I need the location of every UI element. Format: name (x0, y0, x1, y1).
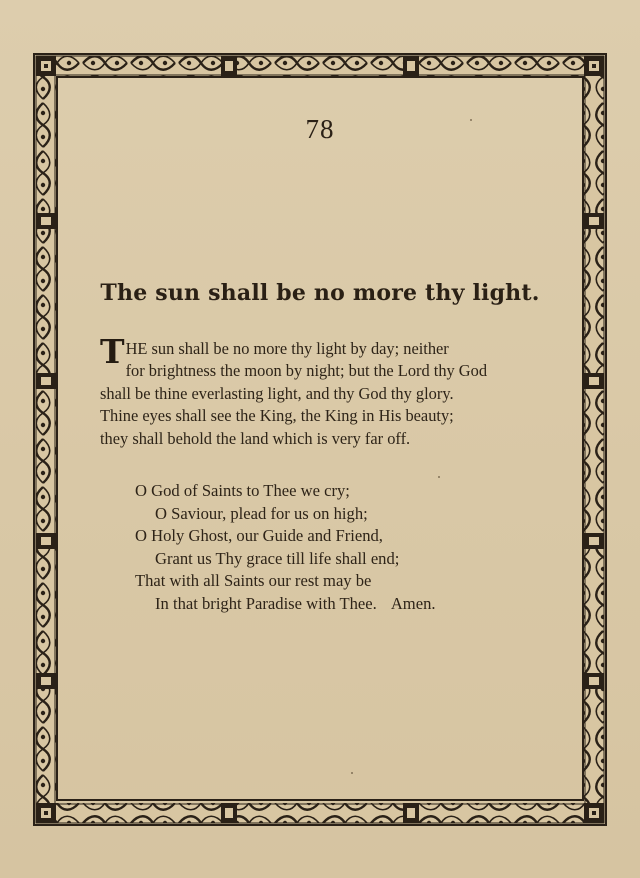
verse-line: Thine eyes shall see the King, the King in His beauty; (100, 406, 454, 426)
hymn-line-text: In that bright Paradise with Thee. (155, 593, 377, 613)
hymn-line: That with all Saints our rest may be (135, 571, 372, 591)
hymn-line: O God of Saints to Thee we cry; (135, 481, 350, 500)
hymn-line: O Saviour, plead for us on high; (155, 503, 368, 523)
print-speck (351, 772, 353, 774)
amen: Amen. (390, 593, 436, 613)
page-number: 78 (305, 114, 335, 144)
print-speck (470, 119, 472, 121)
hymn-line: O Holy Ghost, our Guide and Friend, (135, 526, 383, 546)
drop-cap: T (100, 332, 125, 371)
verse-line: shall be thine everlasting light, and thy God thy glory. (100, 383, 454, 403)
verse-line: they shall behold the land which is very far off. (100, 428, 411, 448)
print-speck (438, 476, 440, 478)
verse-line: HE sun shall be no more thy light by day; neither (125, 339, 449, 358)
hymn-line-final (135, 593, 535, 616)
hymn-stanza (135, 480, 535, 616)
verse-line: for brightness the moon by night; but the Lord thy God (125, 361, 488, 381)
page-heading: The sun shall be no more thy light. (100, 280, 540, 306)
hymn-line: Grant us Thy grace till life shall end; (155, 548, 400, 568)
scripture-verse (100, 332, 544, 450)
